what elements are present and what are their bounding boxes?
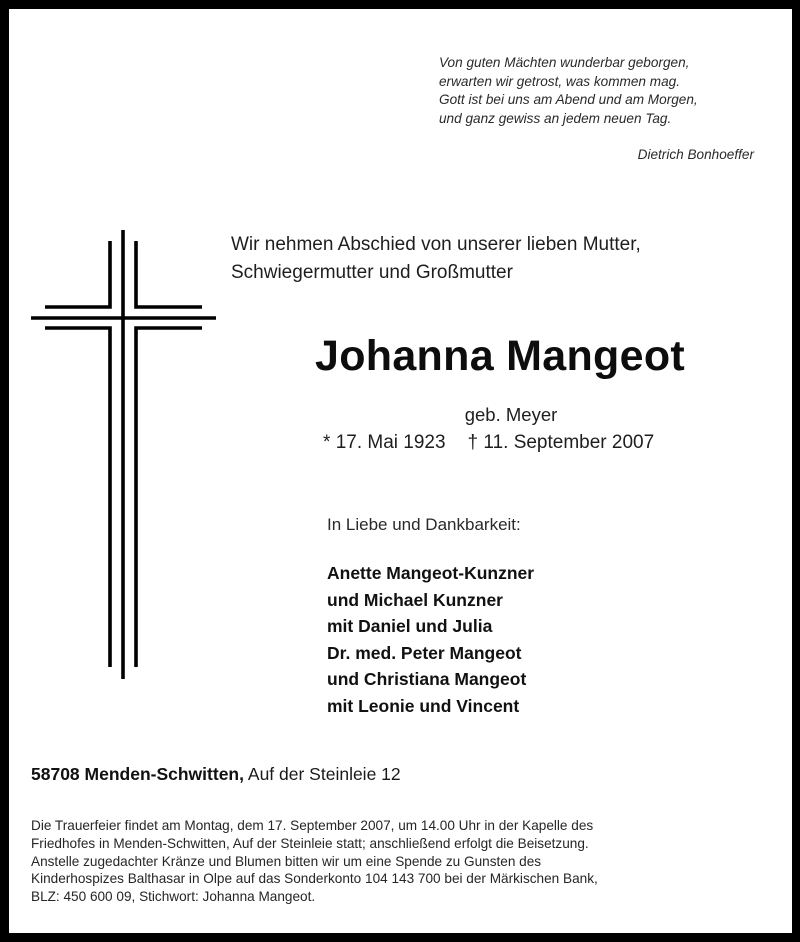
quote-line: erwarten wir getrost, was kommen mag. — [439, 73, 680, 89]
address-city: 58708 Menden-Schwitten, — [31, 764, 244, 784]
notice-line: Die Trauerfeier findet am Montag, dem 17. September 2007, um 14.00 Uhr in der Kapelle des — [31, 818, 594, 833]
intro-line: Wir nehmen Abschied von unserer lieben Mutter, — [231, 234, 641, 255]
notice-line: Friedhofes in Menden-Schwitten, Auf der Steinleie statt; anschließend erfolgt die Beisetzung. — [31, 835, 589, 851]
quote-line: und ganz gewiss an jedem neuen Tag. — [439, 110, 672, 126]
mourner-line: und Christiana Mangeot — [327, 669, 527, 689]
quote-author: Dietrich Bonhoeffer — [637, 147, 754, 162]
funeral-notice — [31, 817, 598, 906]
mourners-heading: In Liebe und Dankbarkeit: — [327, 515, 521, 534]
mourner-line: Anette Mangeot-Kunzner — [327, 563, 535, 583]
mourner-line: und Michael Kunzner — [327, 589, 503, 610]
bonhoeffer-quote — [439, 54, 784, 128]
address — [31, 762, 401, 786]
mourner-line: mit Daniel und Julia — [327, 616, 493, 636]
triple-line-cross-icon — [9, 9, 249, 709]
mourner-line: mit Leonie und Vincent — [327, 695, 520, 716]
notice-line: Anstelle zugedachter Kränze und Blumen bitten wir um eine Spende zu Gunsten des — [31, 853, 542, 869]
life-dates — [323, 431, 654, 455]
birth-name: geb. Meyer — [464, 404, 558, 425]
address-street: Auf der Steinleie 12 — [247, 764, 401, 784]
quote-line: Von guten Mächten wunderbar geborgen, — [439, 55, 690, 70]
farewell-intro — [231, 231, 641, 287]
mourners-list — [327, 560, 534, 719]
death-date: 11. September 2007 — [483, 432, 655, 453]
notice-line: Kinderhospizes Balthasar in Olpe auf das Sonderkonto 104 143 700 bei der Märkischen Bank, — [31, 871, 598, 887]
death-cross-icon: † — [467, 432, 479, 453]
notice-line: BLZ: 450 600 09, Stichwort: Johanna Mangeot. — [31, 889, 316, 905]
intro-line: Schwiegermutter und Großmutter — [231, 262, 513, 283]
quote-line: Gott ist bei uns am Abend und am Morgen, — [439, 92, 698, 107]
birth-symbol: * — [323, 432, 331, 453]
birth-date: 17. Mai 1923 — [335, 432, 446, 453]
deceased-name: Johanna Mangeot — [315, 332, 686, 380]
mourner-line: Dr. med. Peter Mangeot — [327, 642, 522, 663]
